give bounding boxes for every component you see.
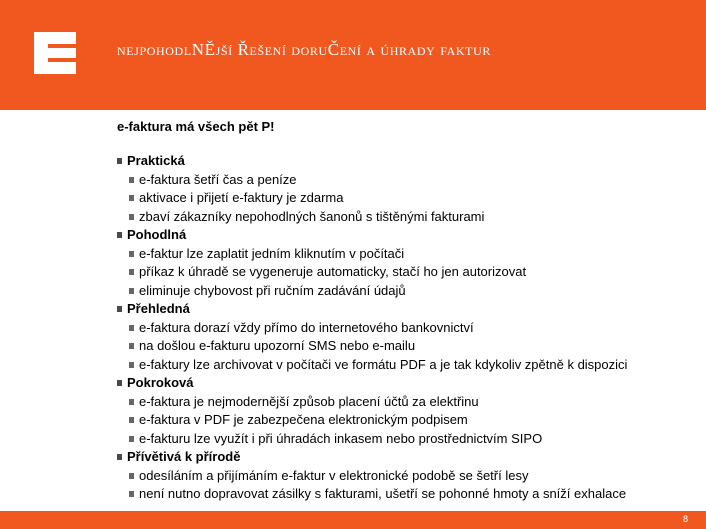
list-item [117,393,692,412]
square-bullet-icon [129,399,134,405]
list-item-text: není nutno dopravovat zásilky s fakturami, ušetří se pohonné hmoty a sníží exhalace [139,486,627,501]
section-heading-text: Pohodlná [127,227,187,242]
list-item-text: e-faktura šetří čas a peníze [139,171,297,187]
square-bullet-icon [129,491,134,497]
section-heading-text: Přehledná [127,301,190,316]
list-item [117,208,692,227]
list-item-text: zbaví zákazníky nepohodlných šanonů s tištěnými fakturami [139,208,485,224]
page-title: nejpohodlNĚjší Řešení doruČení a úhrady faktur [117,40,491,59]
cez-e-logo-icon [34,32,76,74]
list-item-text: e-faktura v PDF je zabezpečena elektronickým podpisem [139,412,468,427]
square-bullet-icon [129,177,134,183]
slide-subtitle: e-faktura má všech pět P! [117,119,275,134]
square-bullet-icon [129,436,134,442]
section-heading [117,374,692,393]
square-bullet-icon [129,343,134,349]
list-item-text: e-fakturu lze využít i při úhradách inkasem nebo prostřednictvím SIPO [139,430,543,446]
list-item-text: e-faktur lze zaplatit jedním kliknutím v počítači [139,245,405,261]
page-number: 8 [682,514,688,524]
square-bullet-icon [129,473,134,479]
square-bullet-icon [117,232,122,238]
square-bullet-icon [117,380,122,386]
list-item [117,430,692,449]
list-item-text: e-faktura je nejmodernější způsob placení účtů za elektřinu [139,393,479,409]
list-item-text: e-faktura dorazí vždy přímo do internetového bankovnictví [139,319,474,335]
section-heading-text: Pokroková [127,375,194,390]
section-heading [117,152,692,171]
list-item [117,485,692,504]
list-item-text: aktivace i přijetí e-faktury je zdarma [139,190,344,205]
square-bullet-icon [129,362,134,368]
list-item [117,189,692,208]
list-item [117,319,692,338]
square-bullet-icon [129,269,134,275]
square-bullet-icon [129,251,134,257]
list-item-text: eliminuje chybovost při ručním zadávání údajů [139,282,406,298]
header-bar [0,0,706,110]
list-item-text: e-faktury lze archivovat v počítači ve formátu PDF a je tak kdykoliv zpětně k dispozici [139,356,628,372]
section-heading [117,448,692,467]
section-heading [117,300,692,319]
list-item-text: příkaz k úhradě se vygeneruje automaticky, stačí ho jen autorizovat [139,264,527,279]
section-heading-text: Praktická [127,153,185,168]
list-item [117,263,692,282]
section-heading-text: Přívětivá k přírodě [127,449,241,464]
section-heading [117,226,692,245]
list-item [117,282,692,301]
square-bullet-icon [117,454,122,460]
list-item [117,467,692,486]
bullet-list [117,152,692,504]
square-bullet-icon [129,325,134,331]
list-item [117,171,692,190]
slide-content [117,118,692,504]
square-bullet-icon [129,288,134,294]
list-item [117,245,692,264]
footer-bar [0,511,706,529]
square-bullet-icon [117,158,122,164]
list-item [117,411,692,430]
square-bullet-icon [129,417,134,423]
square-bullet-icon [129,195,134,201]
list-item [117,356,692,375]
list-item [117,337,692,356]
list-item-text: odesíláním a přijímáním e-faktur v elektronické podobě se šetří lesy [139,467,529,483]
list-item-text: na došlou e-fakturu upozorní SMS nebo e-mailu [139,338,416,353]
square-bullet-icon [129,214,134,220]
square-bullet-icon [117,306,122,312]
